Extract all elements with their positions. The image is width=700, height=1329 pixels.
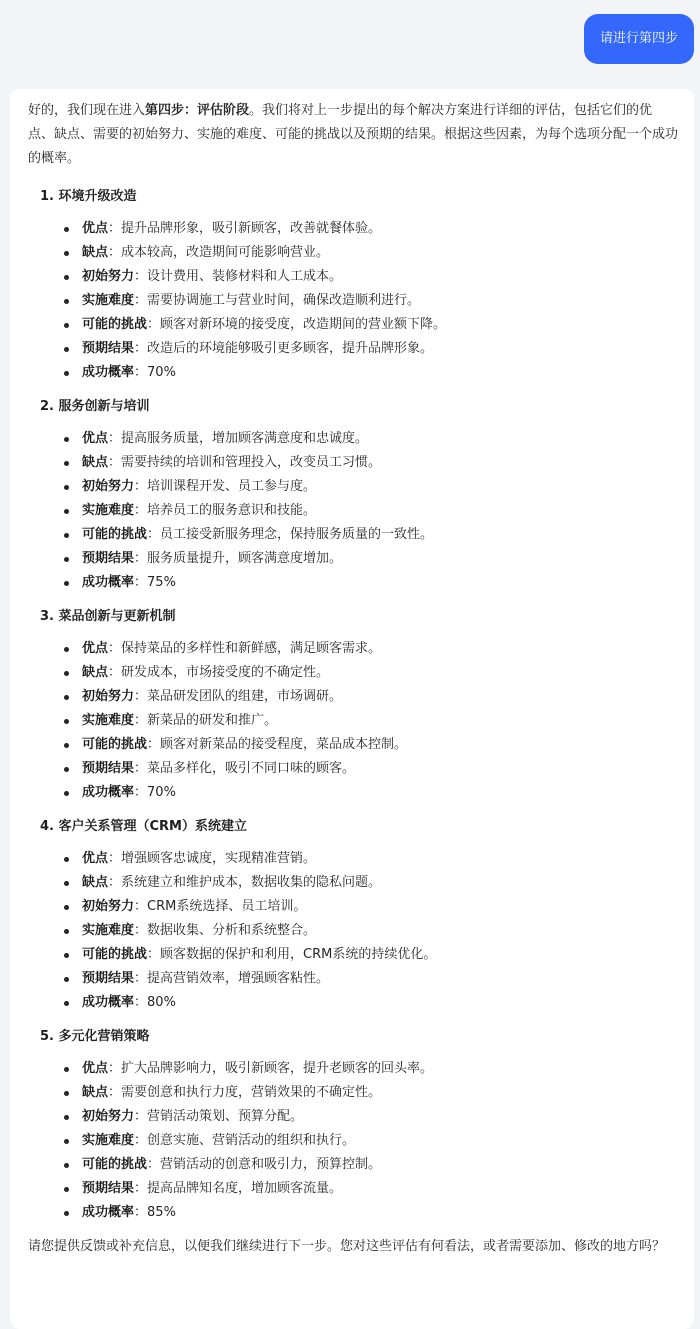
list-item xyxy=(64,427,678,451)
item-label: 初始努力 xyxy=(82,1109,135,1124)
item-text: 需要创意和执行力度，营销效果的不确定性。 xyxy=(121,1085,382,1100)
evaluation-section xyxy=(28,185,678,385)
item-label: 预期结果 xyxy=(82,971,135,986)
item-text: 系统建立和维护成本，数据收集的隐私问题。 xyxy=(121,875,382,890)
item-separator: ： xyxy=(108,875,122,890)
item-separator: ： xyxy=(147,317,161,332)
intro-text-bold: 第四步：评估阶段 xyxy=(145,103,250,118)
section-title: 3. 菜品创新与更新机制 xyxy=(40,609,176,624)
item-label: 初始努力 xyxy=(82,479,135,494)
item-text: 需要持续的培训和管理投入，改变员工习惯。 xyxy=(121,455,382,470)
item-label: 缺点 xyxy=(82,875,109,890)
list-item xyxy=(64,1153,678,1177)
list-item xyxy=(64,499,678,523)
item-separator: ： xyxy=(147,1157,161,1172)
item-label: 可能的挑战 xyxy=(82,947,148,962)
evaluation-sections xyxy=(28,185,678,1225)
item-separator: ： xyxy=(108,455,122,470)
list-item xyxy=(64,733,678,757)
item-label: 优点 xyxy=(82,641,109,656)
item-label: 预期结果 xyxy=(82,341,135,356)
section-title: 1. 环境升级改造 xyxy=(40,189,137,204)
item-text: 提升品牌形象，吸引新顾客，改善就餐体验。 xyxy=(121,221,382,236)
list-item xyxy=(64,217,678,241)
item-label: 缺点 xyxy=(82,245,109,260)
intro-text-pre: 好的，我们现在进入 xyxy=(28,103,146,118)
list-item xyxy=(64,241,678,265)
item-separator: ： xyxy=(147,737,161,752)
item-text: 提高服务质量，增加顾客满意度和忠诚度。 xyxy=(121,431,369,446)
list-item xyxy=(64,685,678,709)
section-title: 2. 服务创新与培训 xyxy=(40,399,150,414)
list-item xyxy=(64,475,678,499)
list-item xyxy=(64,523,678,547)
list-item xyxy=(64,781,678,805)
item-text: 培养员工的服务意识和技能。 xyxy=(147,503,317,518)
item-separator: ： xyxy=(134,341,148,356)
list-item xyxy=(64,1129,678,1153)
item-label: 缺点 xyxy=(82,665,109,680)
item-label: 可能的挑战 xyxy=(82,527,148,542)
list-item xyxy=(64,1105,678,1129)
item-text: 菜品研发团队的组建，市场调研。 xyxy=(147,689,343,704)
item-separator: ： xyxy=(108,431,122,446)
item-text: 数据收集、分析和系统整合。 xyxy=(147,923,317,938)
list-item xyxy=(64,757,678,781)
item-separator: ： xyxy=(108,851,122,866)
item-label: 成功概率 xyxy=(82,1205,135,1220)
section-item-list xyxy=(28,847,678,1015)
item-label: 可能的挑战 xyxy=(82,1157,148,1172)
item-text: 改造后的环境能够吸引更多顾客，提升品牌形象。 xyxy=(147,341,434,356)
item-label: 成功概率 xyxy=(82,575,135,590)
item-separator: ： xyxy=(134,971,148,986)
item-label: 成功概率 xyxy=(82,365,135,380)
item-label: 预期结果 xyxy=(82,551,135,566)
item-text: 菜品多样化，吸引不同口味的顾客。 xyxy=(147,761,356,776)
item-text: 设计费用、装修材料和人工成本。 xyxy=(147,269,343,284)
intro-text-post: 。我们将对上一步提出的每个解决方案进行详细的评估，包括它们的优点、缺点、需要的初始努力、实施的难度、可能的挑战以及预期的结果。根据这些因素，为每个选项分配一个成功的概率。 xyxy=(28,103,679,166)
item-label: 实施难度 xyxy=(82,293,135,308)
item-separator: ： xyxy=(108,1061,122,1076)
item-separator: ： xyxy=(134,995,148,1010)
item-separator: ： xyxy=(147,527,161,542)
item-separator: ： xyxy=(134,293,148,308)
list-item xyxy=(64,1201,678,1225)
list-item xyxy=(64,571,678,595)
item-separator: ： xyxy=(134,365,148,380)
item-label: 初始努力 xyxy=(82,689,135,704)
item-text: 研发成本，市场接受度的不确定性。 xyxy=(121,665,330,680)
item-separator: ： xyxy=(134,1205,148,1220)
list-item xyxy=(64,289,678,313)
item-label: 初始努力 xyxy=(82,899,135,914)
evaluation-section xyxy=(28,815,678,1015)
item-label: 缺点 xyxy=(82,1085,109,1100)
item-text: 提高品牌知名度，增加顾客流量。 xyxy=(147,1181,343,1196)
list-item xyxy=(64,895,678,919)
item-text: 培训课程开发、员工参与度。 xyxy=(147,479,317,494)
item-separator: ： xyxy=(134,899,148,914)
list-item xyxy=(64,637,678,661)
item-label: 可能的挑战 xyxy=(82,737,148,752)
evaluation-section xyxy=(28,605,678,805)
item-label: 优点 xyxy=(82,1061,109,1076)
item-text: 85% xyxy=(147,1205,176,1220)
item-separator: ： xyxy=(134,1181,148,1196)
assistant-message-card xyxy=(10,89,694,1329)
section-item-list xyxy=(28,427,678,595)
item-text: 顾客对新环境的接受度，改造期间的营业额下降。 xyxy=(160,317,447,332)
list-item xyxy=(64,361,678,385)
evaluation-section xyxy=(28,395,678,595)
list-item xyxy=(64,1177,678,1201)
item-separator: ： xyxy=(134,713,148,728)
list-item xyxy=(64,847,678,871)
item-separator: ： xyxy=(134,551,148,566)
item-text: 营销活动的创意和吸引力，预算控制。 xyxy=(160,1157,382,1172)
section-item-list xyxy=(28,637,678,805)
item-separator: ： xyxy=(134,503,148,518)
item-separator: ： xyxy=(134,1109,148,1124)
user-message-bubble: 请进行第四步 xyxy=(584,14,694,64)
item-text: 保持菜品的多样性和新鲜感，满足顾客需求。 xyxy=(121,641,382,656)
item-label: 优点 xyxy=(82,221,109,236)
assistant-intro xyxy=(28,99,678,171)
item-label: 成功概率 xyxy=(82,785,135,800)
item-separator: ： xyxy=(134,785,148,800)
item-separator: ： xyxy=(134,923,148,938)
list-item xyxy=(64,943,678,967)
item-text: 增强顾客忠诚度，实现精准营销。 xyxy=(121,851,317,866)
item-separator: ： xyxy=(108,641,122,656)
item-text: CRM系统选择、员工培训。 xyxy=(147,899,307,914)
item-separator: ： xyxy=(108,1085,122,1100)
list-item xyxy=(64,265,678,289)
section-item-list xyxy=(28,1057,678,1225)
item-label: 实施难度 xyxy=(82,1133,135,1148)
item-label: 优点 xyxy=(82,431,109,446)
section-title: 4. 客户关系管理（CRM）系统建立 xyxy=(40,819,247,834)
item-separator: ： xyxy=(134,479,148,494)
item-text: 扩大品牌影响力，吸引新顾客，提升老顾客的回头率。 xyxy=(121,1061,434,1076)
section-title: 5. 多元化营销策略 xyxy=(40,1029,150,1044)
list-item xyxy=(64,547,678,571)
list-item xyxy=(64,919,678,943)
item-separator: ： xyxy=(108,221,122,236)
item-separator: ： xyxy=(147,947,161,962)
item-text: 顾客对新菜品的接受程度，菜品成本控制。 xyxy=(160,737,408,752)
list-item xyxy=(64,337,678,361)
item-label: 实施难度 xyxy=(82,923,135,938)
item-text: 80% xyxy=(147,995,176,1010)
item-label: 优点 xyxy=(82,851,109,866)
section-item-list xyxy=(28,217,678,385)
item-label: 预期结果 xyxy=(82,761,135,776)
item-text: 成本较高，改造期间可能影响营业。 xyxy=(121,245,330,260)
user-message-row xyxy=(584,14,694,64)
item-label: 初始努力 xyxy=(82,269,135,284)
item-label: 实施难度 xyxy=(82,503,135,518)
list-item xyxy=(64,991,678,1015)
item-text: 70% xyxy=(147,365,176,380)
item-label: 预期结果 xyxy=(82,1181,135,1196)
list-item xyxy=(64,451,678,475)
item-text: 新菜品的研发和推广。 xyxy=(147,713,278,728)
item-label: 缺点 xyxy=(82,455,109,470)
evaluation-section xyxy=(28,1025,678,1225)
item-separator: ： xyxy=(108,245,122,260)
list-item xyxy=(64,871,678,895)
list-item xyxy=(64,313,678,337)
list-item xyxy=(64,1057,678,1081)
item-text: 创意实施、营销活动的组织和执行。 xyxy=(147,1133,356,1148)
item-label: 实施难度 xyxy=(82,713,135,728)
list-item xyxy=(64,661,678,685)
item-separator: ： xyxy=(108,665,122,680)
item-text: 70% xyxy=(147,785,176,800)
item-separator: ： xyxy=(134,689,148,704)
item-separator: ： xyxy=(134,1133,148,1148)
item-text: 顾客数据的保护和利用，CRM系统的持续优化。 xyxy=(160,947,437,962)
item-text: 员工接受新服务理念，保持服务质量的一致性。 xyxy=(160,527,434,542)
list-item xyxy=(64,967,678,991)
list-item xyxy=(64,709,678,733)
item-text: 服务质量提升，顾客满意度增加。 xyxy=(147,551,343,566)
item-text: 提高营销效率，增强顾客粘性。 xyxy=(147,971,330,986)
item-label: 可能的挑战 xyxy=(82,317,148,332)
list-item xyxy=(64,1081,678,1105)
item-text: 需要协调施工与营业时间，确保改造顺利进行。 xyxy=(147,293,421,308)
assistant-closing: 请您提供反馈或补充信息，以便我们继续进行下一步。您对这些评估有何看法，或者需要添加、修改的地方吗？ xyxy=(28,1239,666,1254)
item-separator: ： xyxy=(134,269,148,284)
item-label: 成功概率 xyxy=(82,995,135,1010)
item-separator: ： xyxy=(134,761,148,776)
item-separator: ： xyxy=(134,575,148,590)
item-text: 75% xyxy=(147,575,176,590)
item-text: 营销活动策划、预算分配。 xyxy=(147,1109,304,1124)
